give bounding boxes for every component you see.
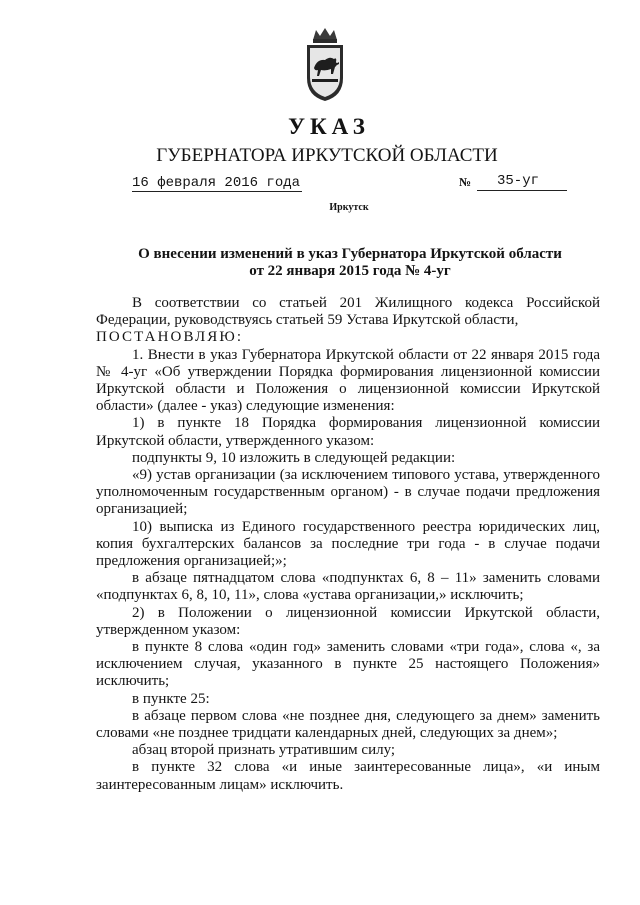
coat-of-arms-icon	[303, 26, 347, 102]
body-paragraph: в абзаце первом слова «не позднее дня, следующего за днем» заменить словами «не позднее тридцати календарных дней, следующих за днем»;	[96, 707, 600, 742]
decree-date	[132, 175, 302, 192]
body-paragraph: «9) устав организации (за исключением типового устава, утвержденного уполномоченным государственным органом) - в случае подачи предложения организацией;	[96, 467, 600, 518]
number-sign: №	[459, 175, 472, 189]
body-paragraph: в пункте 8 слова «один год» заменить словами «три года», слова «, за исключением случая, указанного в пункте 25 настоящего Положения» исключить;	[96, 639, 600, 690]
document-type-title: УКАЗ	[288, 114, 370, 139]
issuer-title: ГУБЕРНАТОРА ИРКУТСКОЙ ОБЛАСТИ	[156, 145, 498, 166]
body-paragraph: в пункте 25:	[132, 690, 210, 707]
body-paragraph: 10) выписка из Единого государственного реестра юридических лиц, копия бухгалтерских балансов за последние три года - в случае подачи предложения организацией;»;	[96, 518, 600, 570]
body-paragraph: в абзаце пятнадцатом слова «подпунктах 6, 8 – 11» заменить словами «подпунктах 6, 8, 10, 11», слова «устава организации,» исключить;	[96, 570, 600, 604]
decree-number: 35-уг	[477, 172, 567, 191]
decree-heading-line-2: от 22 января 2015 года № 4-уг	[249, 263, 451, 279]
issue-city: Иркутск	[329, 202, 369, 213]
body-paragraph: в пункте 32 слова «и иные заинтересованные лица», «и иным заинтересованным лицам» исключить.	[96, 759, 600, 793]
decree-heading	[90, 246, 610, 280]
decree-body	[96, 295, 600, 794]
body-paragraph: 1) в пункте 18 Порядка формирования лицензионной комиссии Иркутской области, утвержденного указом:	[96, 415, 600, 449]
body-paragraph: 2) в Положении о лицензионной комиссии Иркутской области, утвержденном указом:	[96, 604, 600, 638]
body-paragraph: 1. Внести в указ Губернатора Иркутской области от 22 января 2015 года № 4-уг «Об утверждении Порядка формирования лицензионной комиссии Иркутской области и Положения о лицензионной комиссии Иркутской области» (далее - указ) следующие изменения:	[96, 346, 600, 415]
body-paragraph: абзац второй признать утратившим силу;	[132, 742, 396, 759]
body-paragraph: подпункты 9, 10 изложить в следующей редакции:	[132, 449, 456, 466]
intro-paragraph: В соответствии со статьей 201 Жилищного кодекса Российской Федерации, руководствуясь статьей 59 Устава Иркутской области,	[96, 295, 600, 329]
decree-date-text: 16 февраля 2016 года	[132, 175, 301, 191]
decree-word: ПОСТАНОВЛЯЮ:	[96, 329, 244, 346]
decree-heading-line-1: О внесении изменений в указ Губернатора Иркутской области	[138, 246, 562, 262]
